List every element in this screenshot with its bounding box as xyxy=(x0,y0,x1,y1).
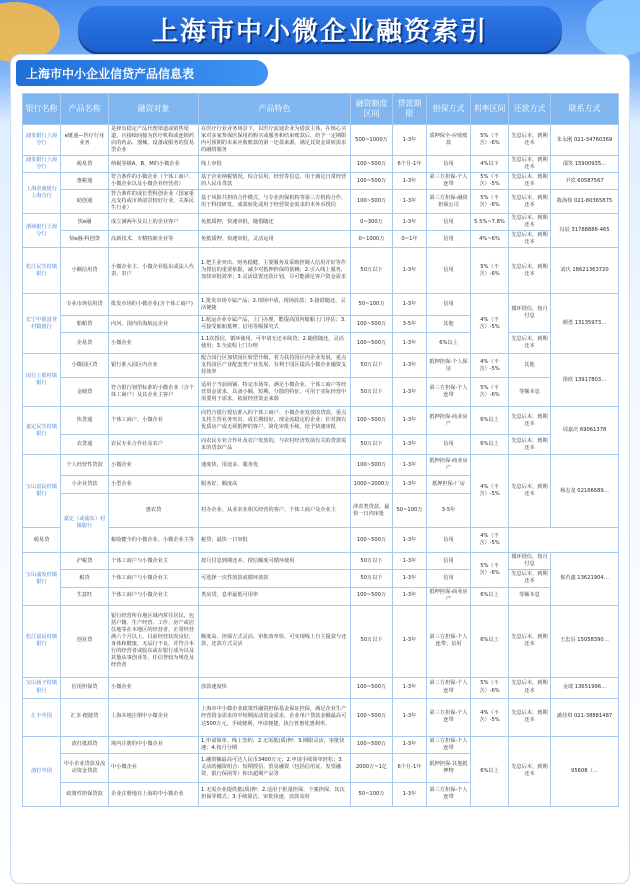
table-cell: 纳税等级A、B、M的小微企业 xyxy=(109,156,199,173)
table-cell: 4%（不含）-5% xyxy=(471,294,509,354)
table-row xyxy=(23,354,619,378)
table-cell: 5%（不含）-5% xyxy=(471,173,509,190)
table-cell: 按月付息到期还本，授信额度可循环使用 xyxy=(199,553,351,570)
table-cell: 颜勇 13135973… xyxy=(551,294,619,354)
table-cell: 1-3年 xyxy=(393,570,427,587)
table-row xyxy=(23,435,619,455)
table-cell: 6%以上 xyxy=(471,435,509,455)
table-row xyxy=(23,248,619,294)
table-cell: 税易贷 xyxy=(23,528,61,553)
table-cell: 1-3年 xyxy=(393,407,427,435)
table-cell: 先息后本，到期还本 xyxy=(509,248,551,294)
table-cell: 先息后本，到期还本 xyxy=(509,698,551,736)
table-cell: 汇丰中国 xyxy=(23,698,61,736)
table-cell: 抵押担保-个人保证 xyxy=(427,354,471,378)
table-cell: 涉农类贷款，最快一日内审批 xyxy=(351,494,393,528)
table-cell: 信用 xyxy=(427,231,471,248)
table-cell: 服务好，额度高 xyxy=(199,476,351,494)
table-cell: 尹宾 60587567 xyxy=(551,173,619,190)
table-cell: 高新技术、专精特新企业等 xyxy=(109,231,199,248)
table-cell: 先息后本，到期还本 xyxy=(509,605,551,677)
column-header: 贷款期限 xyxy=(393,94,427,125)
table-cell: 1.批发市场专属产品；2.现场申请，现场放款；3.接借随还，灵活便捷 xyxy=(199,294,351,316)
table-cell: 5%（不含）-6% xyxy=(471,125,509,156)
table-row xyxy=(23,125,619,156)
table-header xyxy=(23,94,619,125)
table-cell: 金储贷 xyxy=(61,378,109,407)
table-row xyxy=(23,407,619,435)
column-header: 产品名称 xyxy=(61,94,109,125)
table-cell: 浙商银行上海分行 xyxy=(23,214,61,248)
table-row xyxy=(23,553,619,570)
table-cell: 小微园区贷 xyxy=(61,354,109,378)
table-cell: 快e融 xyxy=(61,214,109,231)
table-cell: 先息后本，到期还本 xyxy=(509,156,551,173)
table-cell: 循环授信，按月付息 xyxy=(509,294,551,333)
table-cell: 宝山扬子村镇银行 xyxy=(23,677,61,698)
table-cell: 小额信用贷 xyxy=(61,248,109,294)
table-cell: 快e融-科创贷 xyxy=(61,231,109,248)
table-cell: 100~500万 xyxy=(351,587,393,605)
table-cell: 松江富民村镇银行 xyxy=(23,605,61,677)
table-cell: 浦发银行上海分行 xyxy=(23,125,61,156)
table-row xyxy=(23,214,619,231)
table-cell: 4%以下 xyxy=(471,156,509,173)
table-row xyxy=(23,378,619,407)
table-cell: 第三方担保-个人连带 xyxy=(427,698,471,736)
table-cell: 6%以上 xyxy=(471,587,509,605)
table-cell: 5%（不含）-6% xyxy=(471,677,509,698)
table-cell: 邵笑 15900935… xyxy=(551,156,619,173)
table-cell: 1.把主业突出、财务稳健、主要服务及采购控制人信用并好等作为授信的重要依据，减少对抵押担保的依赖；2.引入线上服务，加快审批效率；3.灵活设置还款计划，尽可能满足客户资金需求 xyxy=(199,248,351,294)
table-cell: 先息后本，到期还本 xyxy=(509,407,551,435)
table-cell: 符合条件的成长型科创企业（国家重点支持或市场前景较好行业，关系民生行业） xyxy=(109,190,199,214)
table-cell: 惠农贷 xyxy=(109,494,199,528)
table-cell: 刘庆 18621363720 xyxy=(551,248,619,294)
table-cell: 企业注册地在上海的中小微企业 xyxy=(109,782,199,806)
table-cell: 1.融资额最高可达人民币3400万元；2.申请手续简单轻松；3.灵活的融资组合：短期授信、贸易融资（包括信用证，发票融资，银行保函等）和出超期产品等 xyxy=(199,753,351,782)
page-title: 上海市中小微企业融资索引 xyxy=(78,6,562,52)
table-cell: 适用于当前商铺、特定市场等，满足小微企业、个体工商户等经营资金需求，具备小额、短期、分散的特征，可用于实际经营中需要用于需求，拓展经营资金来源 xyxy=(199,378,351,407)
table-cell: 4%（不含）-5% xyxy=(471,354,509,378)
table-cell: 配合闵行区加快园区转型升级，着力扶持园区内企业发展，重点支持园区产业配套类产业发展，有利于园区提高小微企业融资支持效率 xyxy=(199,354,351,378)
table-cell: 第三方担保-个人连带 xyxy=(427,378,471,407)
table-cell: 汇享·便捷贷 xyxy=(61,698,109,736)
table-cell: 先息后本，到期还本 xyxy=(509,173,551,190)
table-cell: 1-3年 xyxy=(393,294,427,316)
table-cell: 1-3年 xyxy=(393,214,427,231)
column-header: 产品特色 xyxy=(199,94,351,125)
table-row xyxy=(23,736,619,753)
table-cell: 50万以下 xyxy=(351,605,393,677)
table-cell: 4%（不含）-5% xyxy=(471,455,509,528)
table-cell: 1-3年 xyxy=(393,782,427,806)
table-cell: 4%~6% xyxy=(471,231,509,248)
table-cell: 50万以下 xyxy=(351,435,393,455)
table-cell: 5%（不含）-6% xyxy=(471,378,509,407)
table-cell: 银行准入园区内企业 xyxy=(109,354,199,378)
table-cell: 渣打中国 xyxy=(23,736,61,806)
decor-circle-right xyxy=(586,0,640,56)
table-cell: 境内注册的中小微企业 xyxy=(109,736,199,753)
table-row xyxy=(23,570,619,587)
table-cell: 50万以下 xyxy=(351,378,393,407)
table-cell: 6%以上 xyxy=(471,407,509,435)
table-cell: 农贷通 xyxy=(61,435,109,455)
table-cell: 100~500万 xyxy=(351,156,393,173)
table-cell: 信用 xyxy=(427,528,471,553)
table-cell: 线上审批 xyxy=(199,156,351,173)
table-cell: 浦发银行上海分行 xyxy=(23,156,61,173)
table-cell: 100~500万 xyxy=(351,677,393,698)
table-cell: 6个月-1年 xyxy=(393,753,427,782)
table-row xyxy=(23,173,619,190)
table-cell: 5%（不含）-6% xyxy=(471,248,509,294)
table-cell: 小微企业主、小微企业股东或法人代表、农户 xyxy=(109,248,199,294)
table-cell: 税易贷 xyxy=(61,156,109,173)
table-cell: 符合条件的小微企业（个体工商户、小微企业以及小微企业经营者） xyxy=(109,173,199,190)
table-cell: 信用 xyxy=(427,553,471,570)
table-cell: 向农民专业合作社及农户发放的，与农村经济发展有关的贷款需求的贷款产品 xyxy=(199,435,351,455)
table-cell: 先息后本，到期还本 xyxy=(509,231,551,248)
table-cell: 6%以上 xyxy=(471,605,509,677)
table-cell: 5%（不含）-6% xyxy=(471,553,509,587)
table-cell: 银行经营所在地区域内常住居民，包括户籍、生产经营、工作、房产或居住地等在本地区的经营者，正常经营满六个月以上，目前经营状况良好，身体和健康，无品行不良，并符合本行的经营者或股东或在银行成为以及其他从事创业等，任信誉较为规范及经营者 xyxy=(109,605,199,677)
table-cell: 周嘉庆 69061378 xyxy=(551,407,619,455)
table-row xyxy=(23,333,619,354)
table-cell: 5.5%~7.8% xyxy=(471,214,509,231)
table-cell: 50~100万 xyxy=(351,782,393,806)
table-cell: 1-3年 xyxy=(393,378,427,407)
table-cell: 0~1000万 xyxy=(351,231,393,248)
table-cell: 信用担保贷 xyxy=(61,677,109,698)
table-cell: 嘉定（或浦东）村镇银行 xyxy=(61,494,109,553)
table-cell: 徐欣 13917803… xyxy=(551,354,619,407)
table-cell: 1-3年 xyxy=(393,736,427,753)
table-cell: 6%以上 xyxy=(471,736,509,806)
table-cell: 1-3年 xyxy=(393,553,427,570)
table-cell: 放款速度快 xyxy=(199,677,351,698)
table-cell: 信用 xyxy=(427,570,471,587)
table-cell: 先息后本，到期还本 xyxy=(509,455,551,528)
table-cell: 3-5年 xyxy=(393,316,427,333)
table-cell: 免抵质押，快速审批，灵活运用 xyxy=(199,231,351,248)
table-cell: 质押保全-应收账款 xyxy=(427,125,471,156)
table-cell: 100~500万 xyxy=(351,736,393,753)
table-cell: 基于风险共担的合作模式，与专业担保机构等第三方机构合作，用于科技研发，成果转化或用于经营资金需求的本外币授信 xyxy=(199,190,351,214)
table-cell: 1-3年 xyxy=(393,190,427,214)
table-cell: 5%（不含）-6% xyxy=(471,190,509,214)
table-row xyxy=(23,231,619,248)
table-cell: 100~500万 xyxy=(351,190,393,214)
table-cell: 是择有稳定产品代理渠道或销售渠道，且接续间接为医疗机构或连锁药店的药品、器械、设备或服务的贸易型企业 xyxy=(109,125,199,156)
table-cell: 政策性担保贷款 xyxy=(61,782,109,806)
table-cell: 50~100万 xyxy=(351,294,393,316)
table-cell: 企易贷 xyxy=(61,333,109,354)
table-cell: 信用 xyxy=(427,156,471,173)
table-cell: 0~300万 xyxy=(351,214,393,231)
table-cell: 上海农商银行上海分行 xyxy=(23,173,61,214)
table-cell: 小微企业 xyxy=(109,677,199,698)
table-cell: 村办企业、从业农业相关经营的客户、个体工商户及企业主 xyxy=(199,494,351,528)
table-cell: 第三方担保-融资担保公司 xyxy=(427,190,471,214)
table-row xyxy=(23,294,619,316)
table-cell: 1-3年 xyxy=(393,354,427,378)
table-cell: 额度高、担保方式灵活、审批效率快、可实现线上自主提款与还款，还款方式灵活 xyxy=(199,605,351,677)
table-cell: 先息后本，到期还本 xyxy=(509,435,551,455)
table-cell: 50万以下 xyxy=(351,248,393,294)
table-cell: 100~500万 xyxy=(351,316,393,333)
table-cell: 100~500万 xyxy=(351,455,393,476)
column-header: 融资额度区间 xyxy=(351,94,393,125)
decor-circle-left xyxy=(0,2,60,62)
table-cell: 向符合银行授信准入的个体工商户、小微企业发放的贷款，重点支持主营业务突出、成长期较好、现金流稳定的企业；针对拥有优质房产或无须抵押的客户，简化审批手续，给予快速审批 xyxy=(199,407,351,435)
table-cell: 1000~2000万 xyxy=(351,476,393,494)
table-cell: 6%以上 xyxy=(427,333,471,354)
table-row xyxy=(23,156,619,173)
table-cell: 等额本息 xyxy=(509,378,551,407)
table-cell: 0~1年 xyxy=(393,231,427,248)
table-cell: 专业市场信用贷 xyxy=(61,294,109,316)
table-cell: 1-3年 xyxy=(393,605,427,677)
table-cell: 信用 xyxy=(427,248,471,294)
table-cell: 先息后本，到期还本 xyxy=(509,677,551,698)
table-cell: 其他 xyxy=(427,316,471,333)
table-cell: 第三方担保-个人连带 xyxy=(427,677,471,698)
table-cell: 1.1次授信，循环使用，可申请无还本续贷；2.随借随还，灵活使用；3.全流程上门办理 xyxy=(199,333,351,354)
table-cell: 1-3年 xyxy=(393,248,427,294)
table-cell: 100~500万 xyxy=(351,528,393,553)
table-cell: 先息后本，到期还本 xyxy=(509,125,551,156)
table-cell: 抵押担保-其他抵押物 xyxy=(427,753,471,782)
section-title: 上海市中小企业信贷产品信息表 xyxy=(16,60,268,86)
table-cell: 税贷 xyxy=(61,570,109,587)
column-header: 担保方式 xyxy=(427,94,471,125)
table-cell: 惠税通 xyxy=(61,173,109,190)
table-cell: 500~1000万 xyxy=(351,125,393,156)
table-cell: 100~500万 xyxy=(351,698,393,736)
table-cell: 50~100万 xyxy=(393,494,427,528)
table-cell: 宝山富民村镇银行 xyxy=(23,455,61,528)
table-row xyxy=(23,677,619,698)
table-cell: 100~500万 xyxy=(351,333,393,354)
table-cell: 抵押担保-厂房 xyxy=(427,476,471,494)
table-cell: 朱永刚 021-34760369 xyxy=(551,125,619,156)
table-cell: 税收健全的小微企业、小微企业主等 xyxy=(109,528,199,553)
table-cell: 信用 xyxy=(427,435,471,455)
table-cell: 农民专业合作社及农户 xyxy=(109,435,199,455)
table-cell: 个体工商户与小微企业主 xyxy=(109,553,199,570)
table-cell: 1-3年 xyxy=(393,677,427,698)
table-cell: 95608（… xyxy=(551,736,619,806)
table-cell: 税贷，最快一日审批 xyxy=(199,528,351,553)
table-cell: 2000万~1亿 xyxy=(351,753,393,782)
table-cell: 第三方担保-个人连带 xyxy=(427,736,471,753)
table-cell: 速度快、用途多、服务优 xyxy=(199,455,351,476)
column-header: 还款方式 xyxy=(509,94,551,125)
column-header: 利率区间 xyxy=(471,94,509,125)
table-cell: 助创通 xyxy=(61,190,109,214)
table-cell: 个体工商户与小微企业主 xyxy=(109,570,199,587)
table-cell: 3-5年 xyxy=(427,494,471,528)
table-cell: 抵押担保-商业房产 xyxy=(427,407,471,435)
table-cell: 1-3年 xyxy=(393,455,427,476)
table-cell: 小企业贷款 xyxy=(61,476,109,494)
table-cell: 1-3年 xyxy=(393,173,427,190)
table-cell: 1.申请简单、线上签约；2.无需抵(质)押；3.期限灵活，审批快速；4.按月分期 xyxy=(199,736,351,753)
table-cell: 长宁中银富登村镇银行 xyxy=(23,294,61,354)
table-cell: 6个月-1年 xyxy=(393,156,427,173)
table-cell: 创业贷 xyxy=(61,605,109,677)
table-cell: 50万以下 xyxy=(351,570,393,587)
table-cell: 在医疗行业业务场景下，以医疗流通企业为借款主体，在核心买家对多家参保医保用药购买或服务和结束账款后，给予一定期限内可预期的未来应收账款的第一还款来源，满足其资金周转需求的融资服务 xyxy=(199,125,351,156)
table-cell: 金琦 13651996… xyxy=(551,677,619,698)
table-cell: 快贷通 xyxy=(61,407,109,435)
table-cell: 沪税贷 xyxy=(61,553,109,570)
table-cell: 上海本地注册中小微企业 xyxy=(109,698,199,736)
table-cell: 抵押担保-商业房产 xyxy=(427,455,471,476)
table-cell: 第三方担保-个人连带 xyxy=(427,782,471,806)
table-cell: e链通—医疗行业业务 xyxy=(61,125,109,156)
table-cell: 1-3年 xyxy=(393,435,427,455)
table-row xyxy=(23,528,619,553)
table-cell: 小微企业 xyxy=(109,455,199,476)
table-cell: 宝山浦发村镇银行 xyxy=(23,553,61,605)
column-header: 银行名称 xyxy=(23,94,61,125)
table-cell: 1-3年 xyxy=(393,476,427,494)
table-cell: 先息后本，到期还本 xyxy=(509,190,551,214)
table-cell: 信用 xyxy=(427,214,471,231)
table-cell: 冯辰 31788888-465 xyxy=(551,214,619,248)
table-cell: 个体工商户与小微企业主 xyxy=(109,587,199,605)
table-row xyxy=(23,698,619,736)
table-cell: 倪若鑫 13621904… xyxy=(551,553,619,605)
table-body xyxy=(23,125,619,807)
table-cell: 先息后本，到期还本 xyxy=(509,736,551,806)
table-cell: 可选择一次性放款或循环放款 xyxy=(199,570,351,587)
table-cell: 100~500万 xyxy=(351,407,393,435)
table-cell: 1-3年 xyxy=(393,528,427,553)
table-cell: 4%（不含）-5% xyxy=(471,528,509,553)
table-cell: 船舶贷 xyxy=(61,316,109,333)
column-header: 融资对象 xyxy=(109,94,199,125)
table-cell: 第三方担保-个人连带 xyxy=(427,173,471,190)
table-cell: 先息后本，到期还本 xyxy=(509,570,551,587)
table-cell: 批发市场的小微企业(含个体工商户) xyxy=(109,294,199,316)
table-cell: 嘉定民生村镇银行 xyxy=(23,407,61,455)
table-cell: 1-3年 xyxy=(393,698,427,736)
table-cell: 渣打抵质贷 xyxy=(61,736,109,753)
table-cell: 杨志龙 02166689… xyxy=(551,455,619,528)
table-cell: 潘佳琪 021-38881487 xyxy=(551,698,619,736)
table-cell: 内河、国内沿海航运企业 xyxy=(109,316,199,333)
table-cell: 类房贷，息率最低可用率 xyxy=(199,587,351,605)
table-cell: 中小微企业 xyxy=(109,753,199,782)
column-header: 联系方式 xyxy=(551,94,619,125)
table-cell: 王忠县 15058390… xyxy=(551,605,619,677)
table-cell: 抵押担保-商业房产 xyxy=(427,587,471,605)
table-row xyxy=(23,605,619,677)
table-cell: 其他 xyxy=(509,354,551,378)
table-cell: 先息后本，到期还本 xyxy=(509,333,551,354)
table-cell: 先息后本，到期还本 xyxy=(509,214,551,231)
table-cell: 中小企业贷款及流动资金贷款 xyxy=(61,753,109,782)
table-cell: 闵行上银村镇银行 xyxy=(23,354,61,407)
table-cell: 个人经营性贷款 xyxy=(61,455,109,476)
table-cell: 松江民生村镇银行 xyxy=(23,248,61,294)
table-row xyxy=(23,587,619,605)
table-cell: 上海市中小微企业政策性融资担保基金保证担保，满足企业生产经营资金需求的中短期流动资金需求，企业单户贷款金额最高可达500万元，手续便利，申请便捷，执行普惠优惠利率。 xyxy=(199,698,351,736)
table-cell: 个体工商户、小微企业 xyxy=(109,407,199,435)
table-row xyxy=(23,190,619,214)
table-cell: 基于企业纳税情况，综合信用、经营等信息，用于满足日常经营的人民币贷款 xyxy=(199,173,351,190)
table-cell: 信用 xyxy=(427,294,471,316)
table-cell: 成立满两年及以上的企业客户 xyxy=(109,214,199,231)
table-cell: 4%（不含）-5% xyxy=(471,698,509,736)
table-cell: 1.航运企业专属产品，上门办理，能提高国内船舶上门评估；3.可接受船舶抵押，信用等级探究式 xyxy=(199,316,351,333)
table-cell: 1-3年 xyxy=(393,125,427,156)
table-cell: 第三方担保-个人连带；信用 xyxy=(427,605,471,677)
table-cell: 等额本息 xyxy=(509,587,551,605)
table-cell: 循环授信，按月付息 xyxy=(509,553,551,570)
table-cell: 1-3年 xyxy=(393,587,427,605)
table-cell: 免抵质押，快速审批，随借随还 xyxy=(199,214,351,231)
table-cell: 生意旺 xyxy=(61,587,109,605)
table-cell: 100~500万 xyxy=(351,173,393,190)
table-cell: 1.无需企业提供抵(质)押；2.适用于批量担保，个案担保，其次担保等模式；3.手续简洁，审批快速，放款及时 xyxy=(199,782,351,806)
table-cell: 50万以下 xyxy=(351,354,393,378)
table-cell: 50万以下 xyxy=(351,553,393,570)
table-cell: 1-3年 xyxy=(393,333,427,354)
product-table xyxy=(22,93,619,807)
table-cell: 小型企业 xyxy=(109,476,199,494)
table-row xyxy=(23,455,619,476)
table-cell: 符合银行划型标准的小微企业（含个体工商户）及其企业主客户 xyxy=(109,378,199,407)
table-cell: 陈海荷 021-80365875 xyxy=(551,190,619,214)
table-cell: 小微企业 xyxy=(109,333,199,354)
